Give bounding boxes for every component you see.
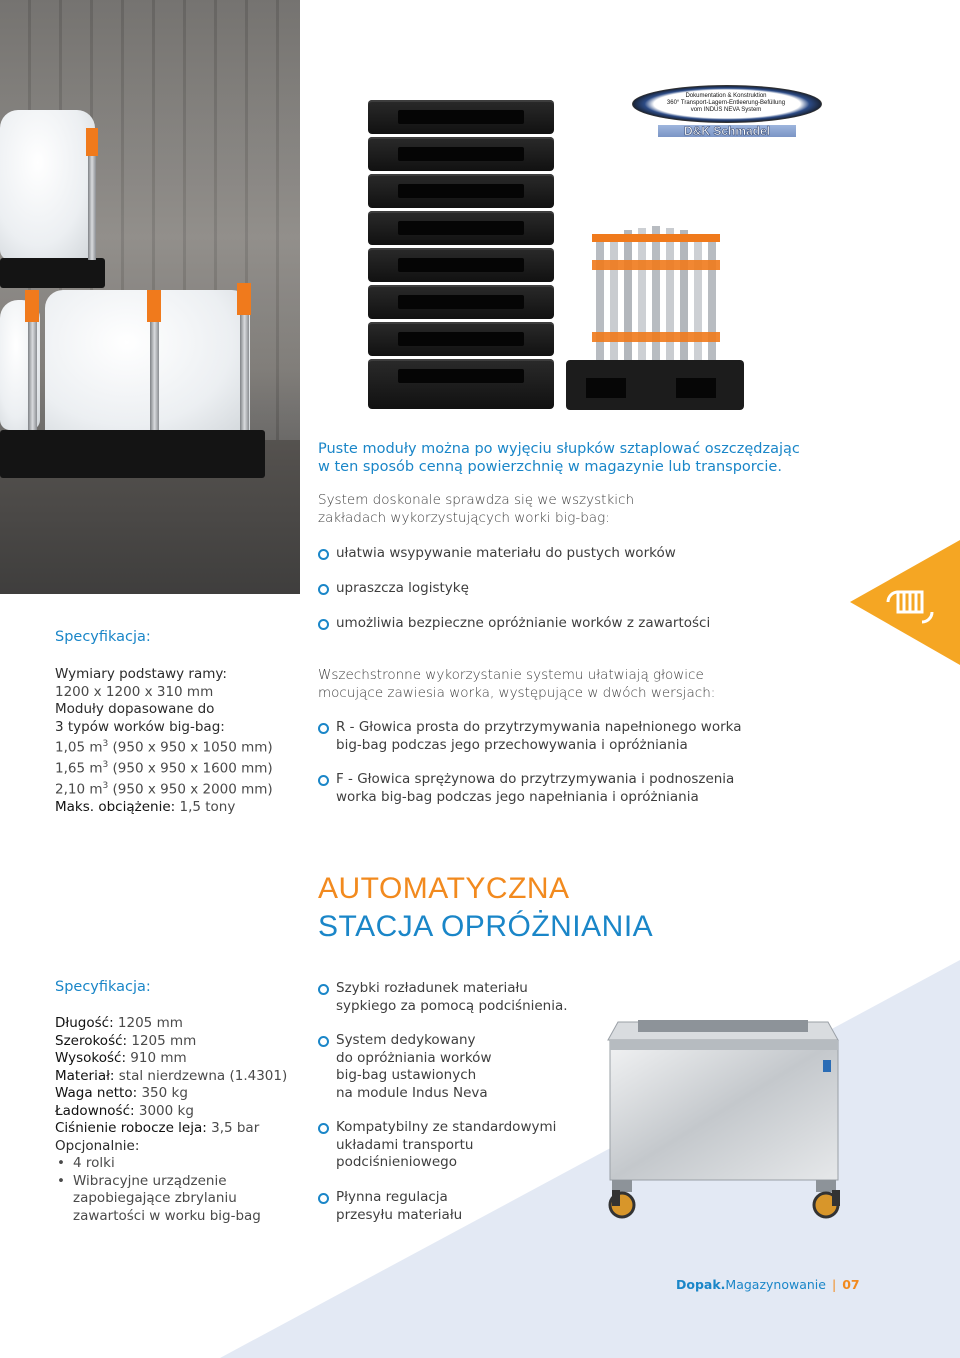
section-title-line-2: STACJA OPRÓŻNIANIA: [318, 910, 654, 943]
spec-row: Ładowność: 3000 kg: [55, 1102, 194, 1119]
feature-item: System dedykowany do opróżniania worków big-bag ustawionych na module Indus Neva: [318, 1032, 492, 1102]
caption-line-2: w ten sposób cenną powierzchnię w magazynie lub transporcie.: [318, 459, 782, 475]
modules-label-2: 3 typów worków big-bag:: [55, 718, 225, 735]
benefit-item: ułatwia wsypywanie materiału do pustych worków: [318, 545, 676, 563]
bag-size-3: [55, 778, 305, 799]
section-title-line-1: AUTOMATYCZNA: [318, 872, 570, 905]
logo-line-1: Dokumentation & Konstruktion: [685, 93, 767, 99]
cube-superscript: 3: [102, 781, 109, 791]
base-dimensions-value: 1200 x 1200 x 310 mm: [55, 683, 214, 700]
caption-line-1: Puste moduły można po wyjęciu słupków sztaplować oszczędzając: [318, 441, 800, 457]
bag-size-1-volume: 1,05 m: [55, 739, 103, 756]
logo-line-2: 360° Transport-Lagern-Entleerung-Befüllung: [666, 100, 786, 106]
spec-row: Waga netto: 350 kg: [55, 1085, 188, 1101]
spec-row: Materiał: stal nierdzewna (1.4301): [55, 1067, 288, 1084]
footer-separator: |: [831, 1277, 837, 1292]
pallet-module-icon: [850, 540, 960, 665]
feature-item: Płynna regulacja przesyłu materiału: [318, 1189, 462, 1224]
max-load: [55, 799, 305, 817]
intro-line-1: System doskonale sprawdza się we wszystkich: [318, 492, 634, 508]
logo-name: D&K Schmadel: [658, 125, 796, 137]
page-footer: [676, 1277, 860, 1292]
head-type-r-line-1: R - Głowica prosta do przytrzymywania napełnionego worka: [336, 719, 742, 735]
station-spec: [55, 1015, 305, 1225]
max-load-value: 1,5 tony: [175, 799, 236, 815]
option-item: • Wibracyjne urządzenie zapobiegające zbrylaniu zawartości w worku big-bag: [57, 1172, 261, 1224]
spec-heading: Specyfikacja:: [55, 629, 151, 645]
spec-row: Długość: 1205 mm: [55, 1015, 183, 1031]
logo-line-3: vom INDUS NEVA System: [690, 107, 762, 113]
modules-label-1: Moduły dopasowane do: [55, 701, 215, 717]
head-type-f-line-2: worka big-bag podczas jego napełniania i opróżniania: [336, 788, 699, 805]
warehouse-photo: [0, 0, 300, 594]
bag-size-2-volume: 1,65 m: [55, 760, 103, 777]
emptying-station-photo: [598, 1000, 848, 1230]
heads-intro: [318, 667, 715, 702]
max-load-label: Maks. obciążenie:: [55, 799, 176, 815]
cube-superscript: 3: [102, 739, 109, 749]
logo-tagline: [655, 93, 797, 114]
cube-superscript: 3: [102, 760, 109, 770]
intro-line-2: zakładach wykorzystujących worki big-bag:: [318, 509, 610, 526]
benefit-item: umożliwia bezpieczne opróżnianie worków z zawartości: [318, 615, 710, 633]
bag-size-1: [55, 736, 305, 757]
spec-row: Wysokość: 910 mm: [55, 1050, 187, 1066]
poles-on-pallet-photo: [566, 220, 744, 420]
footer-section: Magazynowanie: [725, 1277, 826, 1292]
bag-size-2: [55, 757, 305, 778]
head-type-f-line-1: F - Głowica sprężynowa do przytrzymywania i podnoszenia: [336, 771, 735, 787]
head-type-r-line-2: big-bag podczas jego przechowywania i opróżniania: [336, 736, 688, 753]
benefit-item: upraszcza logistykę: [318, 580, 469, 598]
system-intro: [318, 492, 634, 527]
spec-row: Szerokość: 1205 mm: [55, 1032, 197, 1049]
heads-intro-line-1: Wszechstronne wykorzystanie systemu ułatwiają głowice: [318, 667, 704, 683]
stacked-pallets-photo: [368, 100, 554, 410]
stacking-caption: [318, 440, 818, 476]
spec-row: Ciśnienie robocze leja: 3,5 bar: [55, 1120, 260, 1136]
heads-intro-line-2: mocujące zawiesia worka, występujące w dwóch wersjach:: [318, 684, 716, 701]
head-type-f: [318, 771, 734, 806]
bullet-dot-icon: •: [57, 1155, 65, 1171]
bag-size-1-dimensions: (950 x 950 x 1050 mm): [108, 739, 273, 756]
spec-heading: Specyfikacja:: [55, 979, 151, 995]
head-type-r: [318, 719, 742, 754]
option-item: • 4 rolki: [57, 1155, 115, 1171]
feature-item: Kompatybilny ze standardowymi układami transportu podciśnieniowego: [318, 1119, 556, 1172]
bullet-dot-icon: •: [57, 1172, 65, 1189]
feature-item: Szybki rozładunek materiału sypkiego za pomocą podciśnienia.: [318, 980, 568, 1015]
bag-size-2-dimensions: (950 x 950 x 1600 mm): [108, 760, 273, 777]
footer-brand: Dopak.: [676, 1277, 726, 1292]
page-number: 07: [842, 1277, 860, 1292]
bag-size-3-dimensions: (950 x 950 x 2000 mm): [108, 781, 273, 798]
module-spec: [55, 666, 305, 817]
options-label: Opcjonalnie:: [55, 1137, 140, 1154]
base-dimensions-label: Wymiary podstawy ramy:: [55, 666, 227, 682]
bag-size-3-volume: 2,10 m: [55, 781, 103, 798]
